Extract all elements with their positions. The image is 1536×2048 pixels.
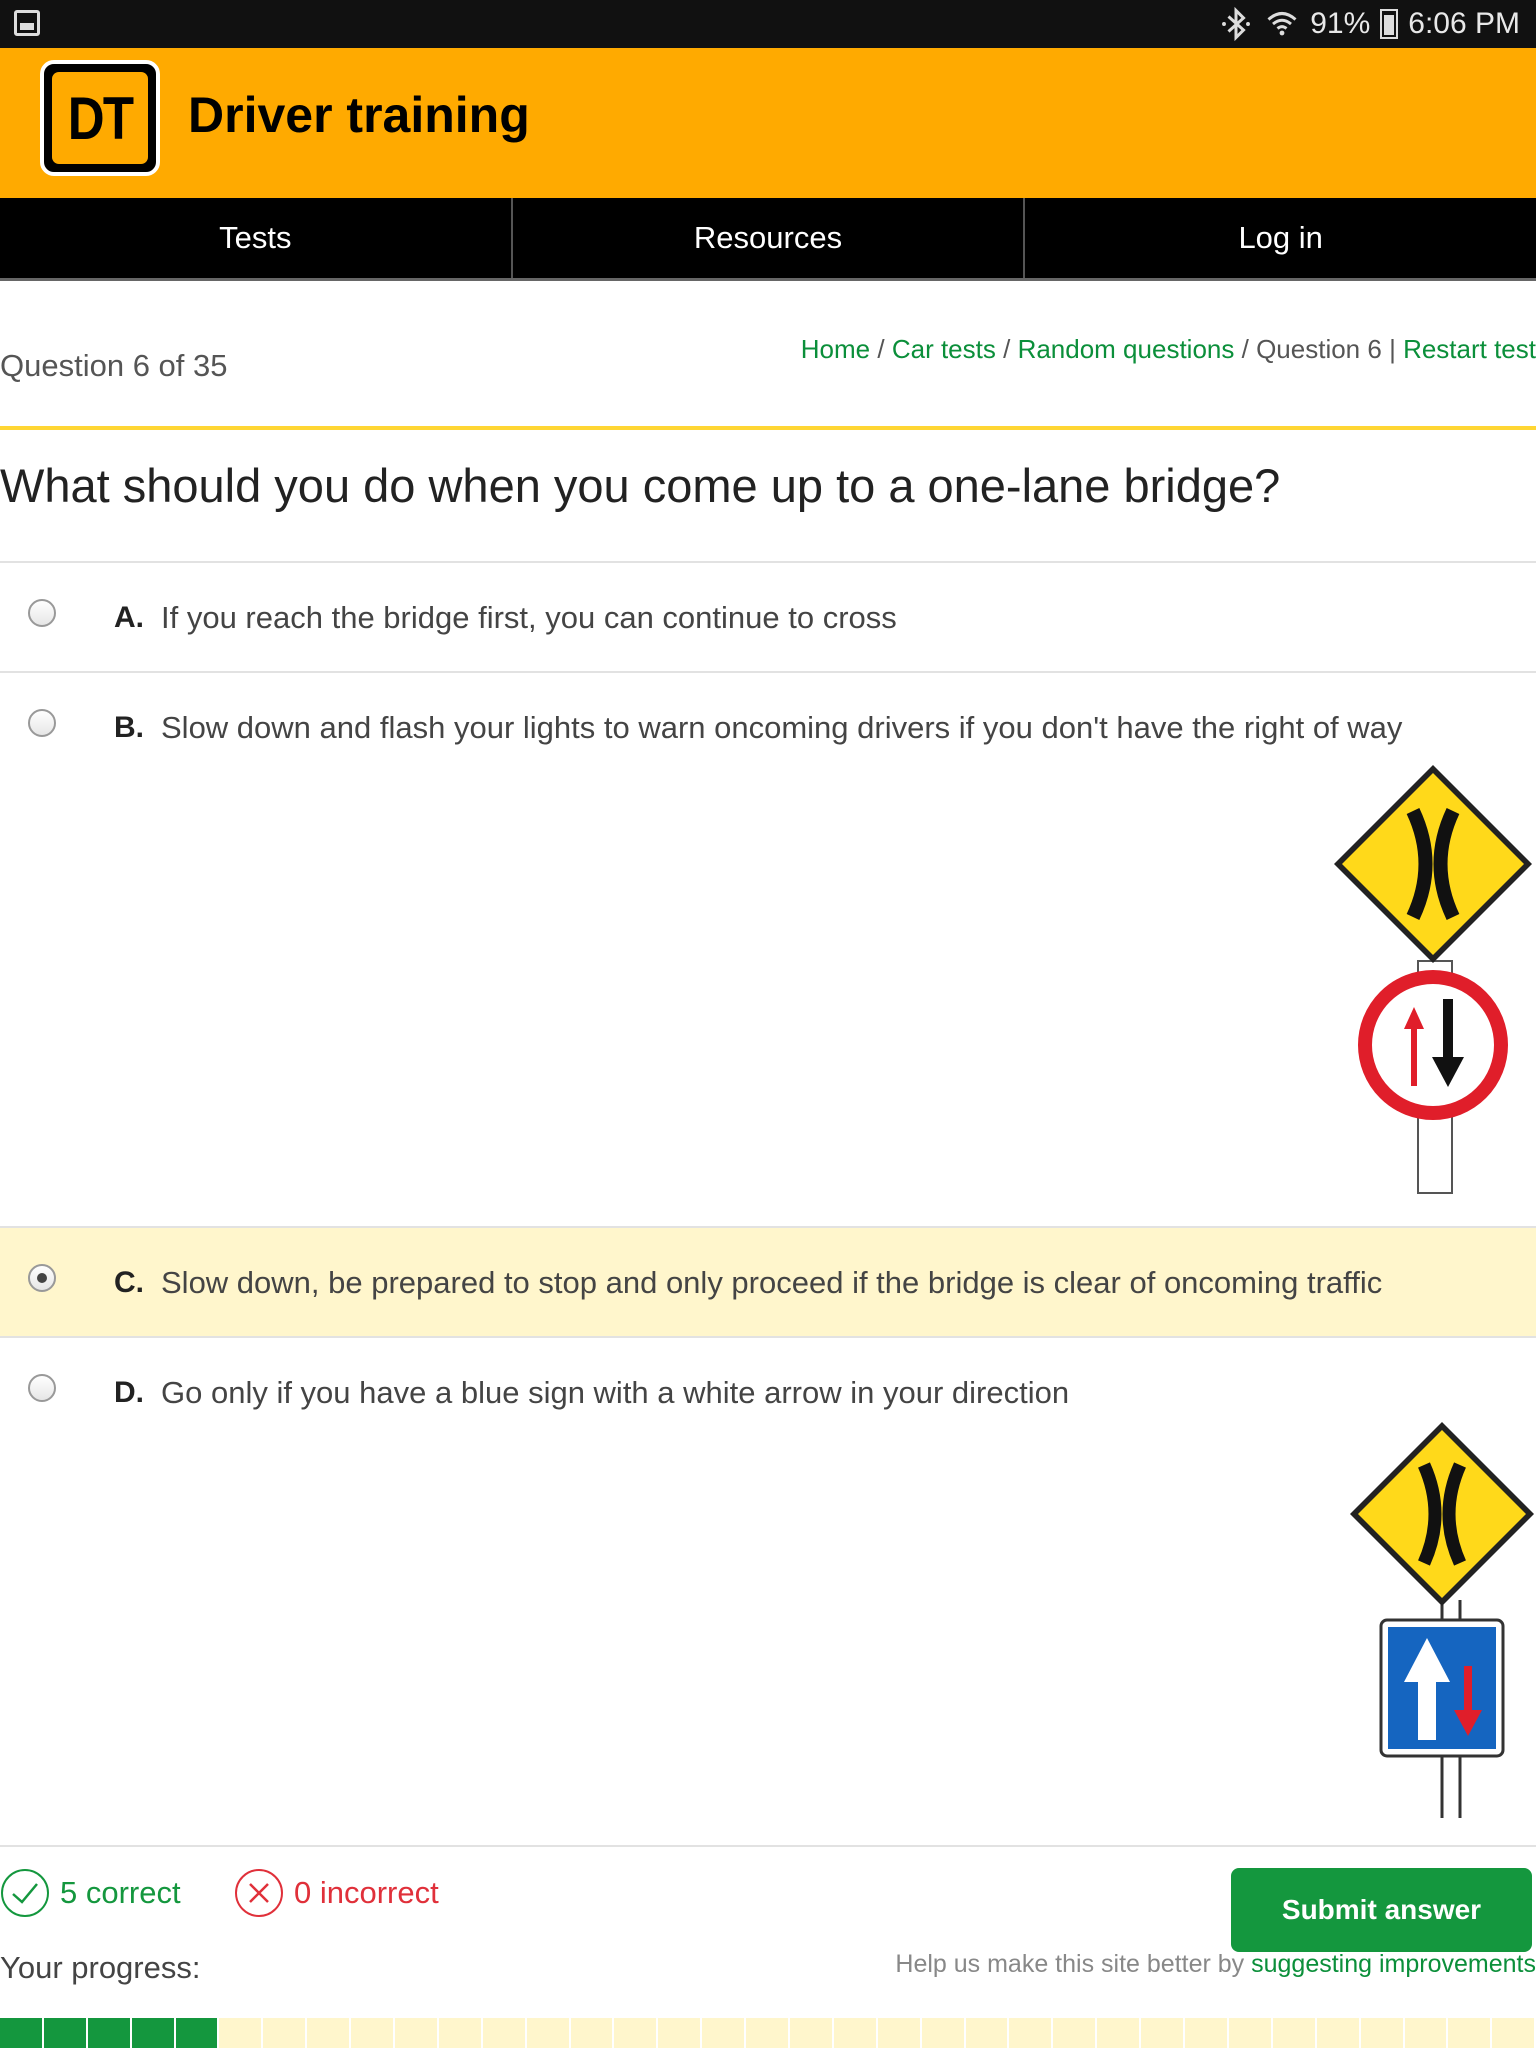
x-circle-icon	[234, 1868, 284, 1918]
progress-segment	[1492, 2018, 1536, 2048]
progress-label: Your progress:	[0, 1950, 201, 1985]
progress-segment	[132, 2018, 176, 2048]
option-text: Go only if you have a blue sign with a white arrow in your direction	[161, 1375, 1070, 1410]
radio-d[interactable]	[28, 1374, 56, 1402]
option-letter: C.	[114, 1266, 144, 1299]
breadcrumb-home[interactable]: Home	[800, 334, 871, 364]
progress-segment	[746, 2018, 790, 2048]
option-text: If you reach the bridge first, you can continue to cross	[161, 600, 897, 635]
site-logo[interactable]	[40, 60, 160, 176]
incorrect-label: 0 incorrect	[294, 1875, 439, 1910]
progress-segment	[1405, 2018, 1449, 2048]
progress-segment	[527, 2018, 571, 2048]
progress-segment	[658, 2018, 702, 2048]
radio-c[interactable]	[28, 1264, 56, 1292]
correct-label: 5 correct	[60, 1875, 181, 1910]
breadcrumb-divider: |	[1389, 334, 1396, 364]
nav-divider	[0, 278, 1536, 281]
progress-segment	[1229, 2018, 1273, 2048]
feedback-text: Help us make this site better by	[895, 1950, 1245, 1978]
breadcrumb-random-questions[interactable]: Random questions	[1017, 334, 1235, 364]
progress-segment	[1361, 2018, 1405, 2048]
progress-segment	[1317, 2018, 1361, 2048]
progress-segment	[1185, 2018, 1229, 2048]
progress-segment	[483, 2018, 527, 2048]
wifi-icon	[1264, 6, 1300, 42]
status-bar	[0, 0, 1536, 48]
progress-segment	[702, 2018, 746, 2048]
battery-icon	[1380, 9, 1398, 39]
radio-b[interactable]	[28, 709, 56, 737]
answer-option-a[interactable]	[0, 561, 1536, 671]
nav-tests[interactable]: Tests	[0, 198, 513, 278]
progress-segment	[88, 2018, 132, 2048]
progress-segment	[614, 2018, 658, 2048]
check-circle-icon	[0, 1868, 50, 1918]
bluetooth-icon	[1218, 6, 1254, 42]
breadcrumb-separator: /	[1003, 334, 1011, 364]
progress-segment	[263, 2018, 307, 2048]
battery-percent: 91%	[1310, 7, 1371, 40]
answer-option-b[interactable]	[0, 671, 1536, 1226]
site-header	[0, 48, 1536, 198]
progress-segment	[1053, 2018, 1097, 2048]
one-lane-bridge-give-way-sign	[1328, 761, 1536, 1196]
progress-segment	[439, 2018, 483, 2048]
one-lane-bridge-priority-sign	[1344, 1420, 1536, 1820]
radio-a[interactable]	[28, 599, 56, 627]
progress-segment	[966, 2018, 1010, 2048]
progress-segment	[1009, 2018, 1053, 2048]
feedback-prompt	[895, 1950, 1536, 1979]
gallery-notification-icon	[14, 10, 40, 36]
progress-segment	[1273, 2018, 1317, 2048]
progress-segment	[351, 2018, 395, 2048]
progress-segment	[44, 2018, 88, 2048]
answer-option-c[interactable]	[0, 1226, 1536, 1336]
logo-text: DT	[67, 84, 133, 152]
progress-segment	[176, 2018, 220, 2048]
nav-log-in[interactable]: Log in	[1238, 220, 1323, 255]
main-nav	[0, 198, 1536, 278]
breadcrumb-car-tests[interactable]: Car tests	[891, 334, 996, 364]
progress-segment	[1448, 2018, 1492, 2048]
progress-bar	[0, 2018, 1536, 2048]
progress-segment	[219, 2018, 263, 2048]
progress-segment	[395, 2018, 439, 2048]
breadcrumb-separator: /	[877, 334, 885, 364]
option-text: Slow down, be prepared to stop and only proceed if the bridge is clear of oncoming traffic	[161, 1265, 1383, 1300]
correct-count	[0, 1868, 181, 1918]
section-divider	[0, 426, 1536, 430]
progress-segment	[1097, 2018, 1141, 2048]
progress-segment	[571, 2018, 615, 2048]
question-text: What should you do when you come up to a one-lane bridge?	[0, 459, 1281, 512]
progress-segment	[834, 2018, 878, 2048]
progress-segment	[790, 2018, 834, 2048]
breadcrumb-separator: /	[1241, 334, 1249, 364]
option-letter: B.	[114, 711, 144, 744]
site-title[interactable]: Driver training	[188, 87, 530, 143]
progress-segment	[307, 2018, 351, 2048]
progress-segment	[1141, 2018, 1185, 2048]
option-letter: D.	[114, 1376, 144, 1409]
breadcrumb-current: Question 6	[1256, 334, 1382, 364]
suggest-improvements-link[interactable]: suggesting improvements	[1251, 1950, 1536, 1978]
restart-test-link[interactable]: Restart test	[1403, 334, 1536, 364]
option-letter: A.	[114, 601, 144, 634]
clock: 6:06 PM	[1408, 7, 1520, 40]
answer-option-d[interactable]	[0, 1336, 1536, 1845]
question-counter: Question 6 of 35	[0, 348, 228, 383]
progress-segment	[922, 2018, 966, 2048]
incorrect-count	[234, 1868, 439, 1918]
footer-divider	[0, 1845, 1536, 1847]
submit-answer-button[interactable]: Submit answer	[1231, 1868, 1532, 1952]
option-text: Slow down and flash your lights to warn oncoming drivers if you don't have the right of way	[161, 710, 1403, 745]
progress-segment	[0, 2018, 44, 2048]
nav-resources[interactable]: Resources	[513, 198, 1026, 278]
progress-segment	[878, 2018, 922, 2048]
breadcrumb	[801, 334, 1536, 365]
